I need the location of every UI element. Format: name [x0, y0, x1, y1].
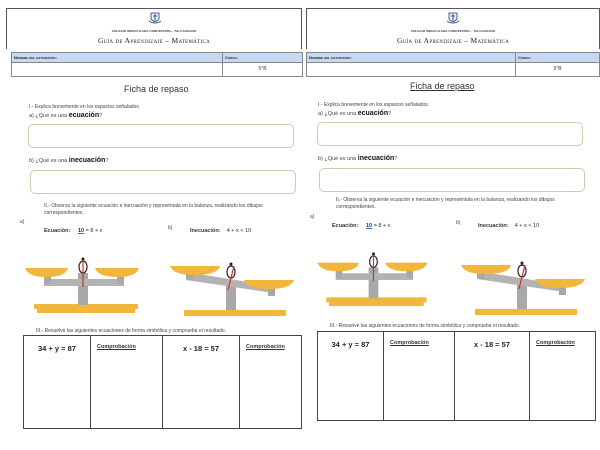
check-1-cell[interactable]: Comprobación: [384, 332, 455, 420]
check-1-cell[interactable]: Comprobación: [91, 336, 163, 428]
question-a: a) ¿Qué es una ecuación?: [318, 110, 392, 117]
section-1-instruction: I.- Explica brevemente en los espacios señalados.: [318, 102, 430, 108]
tilted-scale-image: [168, 258, 298, 318]
guide-title: Guía de Aprendizaje – Matemática: [97, 36, 211, 45]
tilted-scale-image: [459, 257, 589, 317]
worksheet-page-right: [304, 0, 600, 450]
answer-box-b[interactable]: [319, 168, 585, 192]
answer-box-b[interactable]: [30, 170, 296, 194]
balanced-scale-image: [310, 250, 435, 308]
worksheet-title: Ficha de repaso: [124, 84, 189, 94]
label-b: b): [168, 225, 173, 231]
school-name: COLEGIO INMACULADA CONCEPCIÓN – TALCAHUANO: [111, 29, 197, 33]
inequation: Inecuación: 4 + x < 10: [190, 228, 252, 234]
student-name-label: Nombre del estudiante:: [12, 53, 223, 62]
exercise-2-cell[interactable]: x - 18 = 57: [455, 332, 530, 420]
section-2-instruction: II.- Observa la siguiente ecuación e inecuación y represéntala en la balanza, realizando los dibujos correspondientes.: [44, 203, 263, 216]
answer-box-a[interactable]: [317, 122, 583, 146]
label-a: a): [310, 214, 315, 220]
student-name-field[interactable]: [12, 63, 223, 76]
exercise-grid: [23, 335, 302, 429]
answer-box-a[interactable]: [28, 124, 294, 148]
check-2-cell[interactable]: Comprobación: [536, 340, 575, 346]
balanced-scale-image: [22, 255, 142, 315]
school-crest-icon: [446, 12, 460, 25]
course-value: 5°B: [258, 66, 267, 72]
equation: Ecuación: 10 = 8 + x: [332, 223, 391, 229]
student-name-label: Nombre del estudiante:: [307, 53, 516, 62]
section-3-instruction: III.- Resuelve las siguientes ecuaciones de forma simbólica y comprueba el resultado.: [36, 328, 227, 334]
section-2-instruction: II.- Observa la siguiente ecuación e inecuación y represéntala en la balanza, realizando los dibujos correspondientes.: [336, 197, 555, 210]
label-b: b): [456, 220, 461, 226]
exercise-grid: [317, 331, 596, 421]
question-a: a) ¿Qué es una ecuación?: [29, 112, 103, 119]
course-label: Curso:: [518, 55, 531, 60]
course-label: Curso:: [225, 55, 238, 60]
equation: Ecuación: 10 = 8 + x: [44, 228, 103, 234]
header-box: [6, 8, 302, 49]
section-3-instruction: III.- Resuelve las siguientes ecuaciones de forma simbólica y comprueba el resultado.: [330, 323, 521, 329]
header-box: [306, 8, 600, 49]
school-crest-icon: [148, 12, 162, 25]
inequation: Inecuación: 4 + x < 10: [478, 223, 540, 229]
check-2-cell[interactable]: Comprobación: [246, 344, 285, 350]
exercise-1-cell[interactable]: 34 + y = 87: [24, 336, 91, 428]
school-name: COLEGIO INMACULADA CONCEPCIÓN – TALCAHUANO: [410, 29, 496, 33]
student-name-field[interactable]: [307, 63, 516, 76]
exercise-2-cell[interactable]: x - 18 = 57: [163, 336, 240, 428]
course-value: 5°B: [553, 66, 562, 72]
student-info-table: [306, 52, 600, 77]
exercise-1-cell[interactable]: 34 + y = 87: [318, 332, 384, 420]
label-a: a): [20, 219, 25, 225]
student-info-table: [11, 52, 303, 77]
question-b: b) ¿Qué es una inecuación?: [29, 157, 109, 164]
section-1-instruction: I.- Explica brevemente en los espacios señalados.: [29, 104, 141, 110]
guide-title: Guía de Aprendizaje – Matemática: [396, 36, 510, 45]
question-b: b) ¿Qué es una inecuación?: [318, 155, 398, 162]
worksheet-title: Ficha de repaso: [410, 81, 475, 91]
